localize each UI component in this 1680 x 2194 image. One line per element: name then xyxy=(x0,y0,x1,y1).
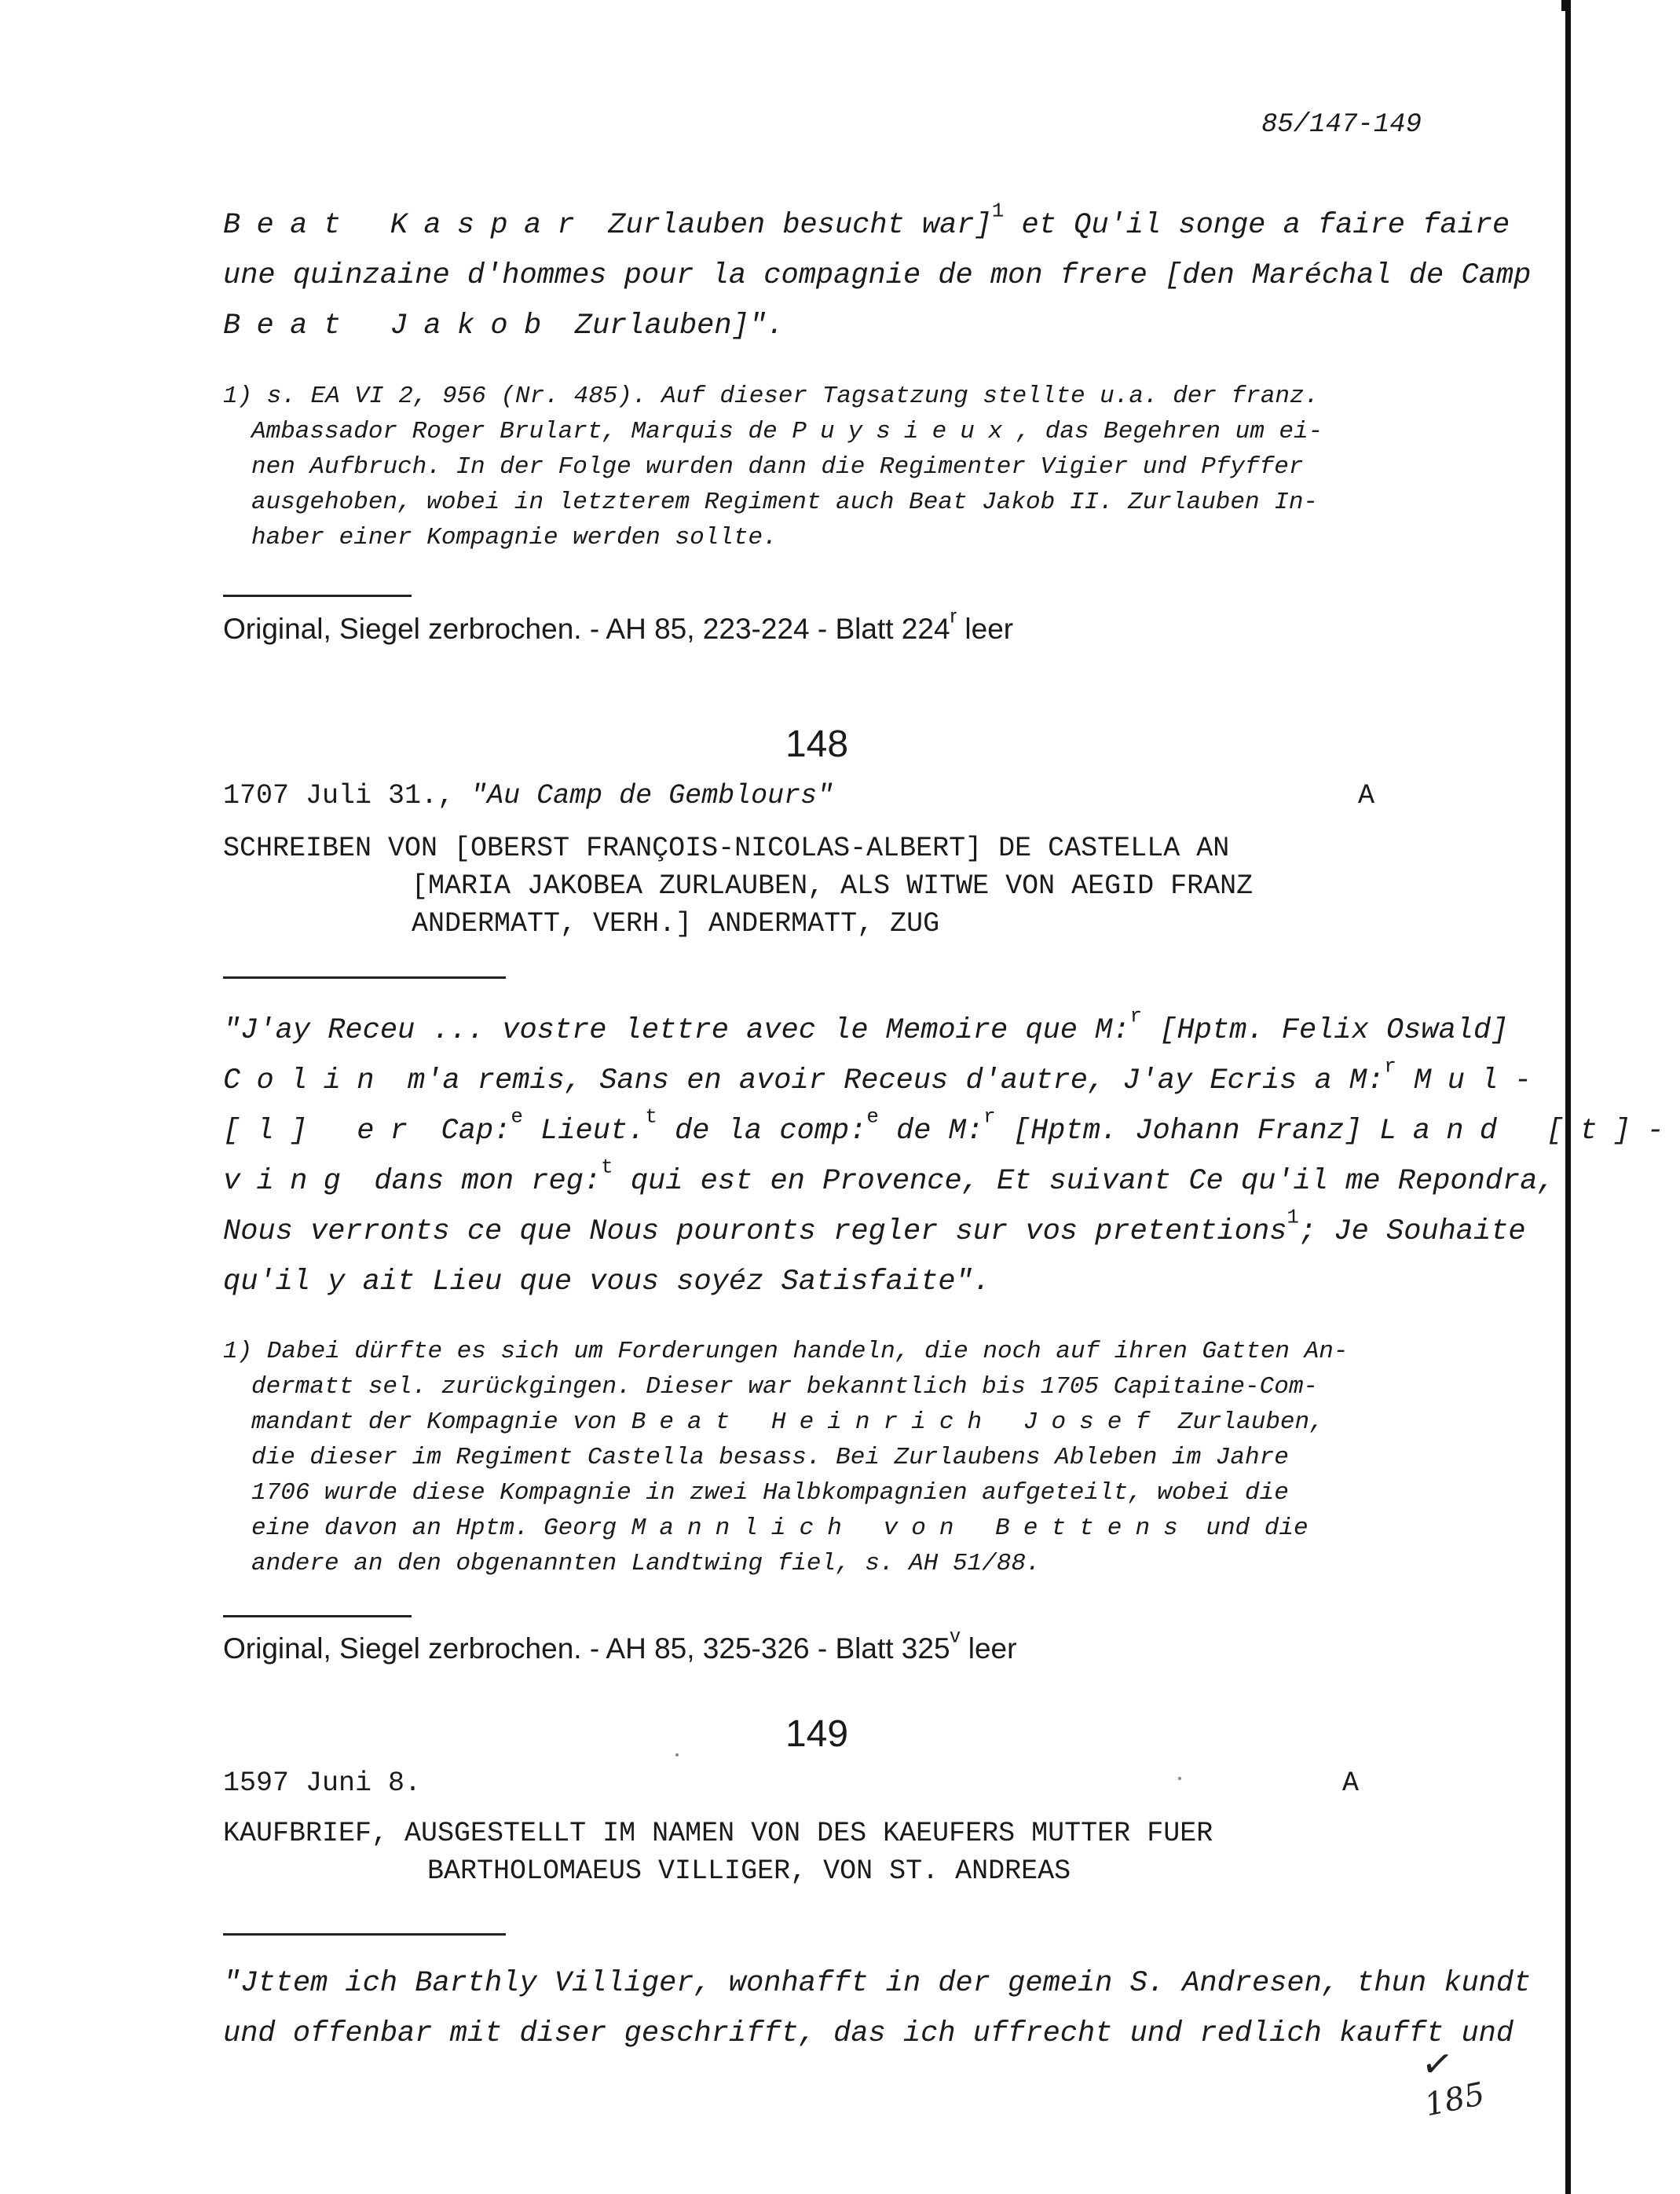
spaced-name: Mul- xyxy=(1414,1064,1548,1097)
footnote-line: nen Aufbruch. In der Folge wurden dann die Regimenter Vigier und Pfyffer xyxy=(251,453,1304,481)
doc147-quote xyxy=(223,199,1532,351)
footnote-line: 1) Dabei dürfte es sich um Forderungen handeln, die noch auf ihren Gatten An- xyxy=(223,1338,1349,1365)
spaced-name: Puysieux xyxy=(792,418,1016,445)
doc147-quote-line: Beat Jakob Zurlauben]". xyxy=(223,310,785,342)
spaced-name: Land [t]- xyxy=(1379,1115,1680,1148)
page-edge-border xyxy=(1565,0,1571,2194)
spaced-name: Colin xyxy=(223,1064,390,1097)
doc148-place: "Au Camp de Gemblours" xyxy=(470,780,834,811)
doc148-quote-line: qu'il y ait Lieu que vous soyéz Satisfaite". xyxy=(223,1265,990,1298)
spaced-name: Beat Heinrich Josef xyxy=(631,1408,1164,1436)
footnote-line: ausgehoben, wobei in letzterem Regiment auch Beat Jakob II. Zurlauben In- xyxy=(251,489,1319,516)
spaced-name: Mannlich von Bettens xyxy=(631,1515,1191,1542)
separator-rule xyxy=(223,1615,412,1617)
footnote-line: mandant der Kompagnie von Beat Heinrich Josef Zurlauben, xyxy=(251,1408,1324,1436)
title-line: ANDERMATT, VERH.] ANDERMATT, ZUG xyxy=(412,908,940,940)
doc148-date: 1707 Juli 31., xyxy=(223,780,471,811)
doc149-quote xyxy=(223,1958,1532,2059)
doc149-quote-line: und offenbar mit diser geschrifft, das ich uffrecht und redlich kaufft und xyxy=(223,2017,1514,2050)
doc149-dateline xyxy=(223,1767,1359,1799)
scan-speck xyxy=(675,1753,679,1756)
doc148-quote-line: ving dans mon reg:$^t$ qui est en Provence, Et suivant Ce qu'il me Repondra, xyxy=(223,1155,1555,1198)
spaced-name: Beat Jakob xyxy=(223,310,558,342)
doc147-source-line: Original, Siegel zerbrochen. - AH 85, 223-224 - Blatt 224$^r$ leer xyxy=(223,605,1014,645)
doc148-quote-line: Colin m'a remis, Sans en avoir Receus d'autre, J'ay Ecris a M:$^r$ Mul- xyxy=(223,1054,1548,1097)
doc147-quote-line: Beat Kaspar Zurlauben besucht war]$^1$ et Qu'il songe a faire faire xyxy=(223,199,1510,242)
spaced-name: [l] er xyxy=(223,1115,424,1148)
doc148-footnote xyxy=(223,1334,1348,1581)
footnote-line: 1706 wurde diese Kompagnie in zwei Halbkompagnien aufgeteilt, wobei die xyxy=(251,1479,1289,1507)
footnote-line: haber einer Kompagnie werden sollte. xyxy=(251,524,778,551)
doc147-quote-line: une quinzaine d'hommes pour la compagnie de mon frere [den Maréchal de Camp xyxy=(223,259,1532,292)
doc148-source-line: Original, Siegel zerbrochen. - AH 85, 325-326 - Blatt 325$^v$ leer xyxy=(223,1624,1017,1665)
title-line: KAUFBRIEF, AUSGESTELLT IM NAMEN VON DES KAEUFERS MUTTER FUER xyxy=(223,1818,1213,1849)
doc148-quote xyxy=(223,1004,1680,1307)
doc148-number: 148 xyxy=(785,723,849,765)
handwritten-folio-number: 185 xyxy=(1421,2075,1488,2124)
page-edge-notch xyxy=(1561,0,1571,11)
check-mark-icon: ✓ xyxy=(1418,2040,1456,2089)
doc148-quote-line: [l] er Cap:$^e$ Lieut.$^t$ de la comp:$^e$ de M:$^r$ [Hptm. Johann Franz] Land [t]- xyxy=(223,1104,1680,1148)
footnote-line: dermatt sel. zurückgingen. Dieser war bekanntlich bis 1705 Capitaine-Com- xyxy=(251,1373,1319,1401)
doc148-title xyxy=(223,830,1253,943)
doc148-original-mark: A xyxy=(1357,780,1374,811)
separator-rule xyxy=(223,976,506,979)
spaced-name: Beat Kaspar xyxy=(223,209,591,242)
doc149-original-mark: A xyxy=(1341,1767,1359,1799)
doc149-title xyxy=(223,1815,1213,1890)
footnote-line: eine davon an Hptm. Georg Mannlich von Bettens und die xyxy=(251,1515,1308,1542)
spaced-name: ving xyxy=(223,1165,357,1198)
doc149-quote-line: "Jttem ich Barthly Villiger, wonhafft in der gemein S. Andresen, thun kundt xyxy=(223,1967,1532,2000)
title-line: BARTHOLOMAEUS VILLIGER, VON ST. ANDREAS xyxy=(427,1855,1071,1887)
doc149-date: 1597 Juni 8. xyxy=(223,1767,422,1799)
footnote-line: die dieser im Regiment Castella besass. Bei Zurlaubens Ableben im Jahre xyxy=(251,1444,1289,1471)
doc147-footnote xyxy=(223,379,1323,555)
title-line: SCHREIBEN VON [OBERST FRANÇOIS-NICOLAS-ALBERT] DE CASTELLA AN xyxy=(223,833,1230,864)
separator-rule xyxy=(223,595,412,597)
separator-rule xyxy=(223,1933,506,1936)
doc148-dateline xyxy=(223,780,1374,811)
footnote-line: andere an den obgenannten Landtwing fiel, s. AH 51/88. xyxy=(251,1550,1041,1577)
page-reference: 85/147-149 xyxy=(1261,110,1422,140)
doc148-quote-line: "J'ay Receu ... vostre lettre avec le Memoire que M:$^r$ [Hptm. Felix Oswald] xyxy=(223,1004,1509,1047)
title-line: [MARIA JAKOBEA ZURLAUBEN, ALS WITWE VON AEGID FRANZ xyxy=(412,870,1254,902)
doc148-quote-line: Nous verronts ce que Nous pouronts regler sur vos pretentions$^1$; Je Souhaite xyxy=(223,1205,1526,1248)
footnote-line: Ambassador Roger Brulart, Marquis de Puysieux, das Begehren um ei- xyxy=(251,418,1323,445)
doc149-number: 149 xyxy=(785,1713,849,1755)
footnote-line: 1) s. EA VI 2, 956 (Nr. 485). Auf dieser Tagsatzung stellte u.a. der franz. xyxy=(223,383,1319,410)
